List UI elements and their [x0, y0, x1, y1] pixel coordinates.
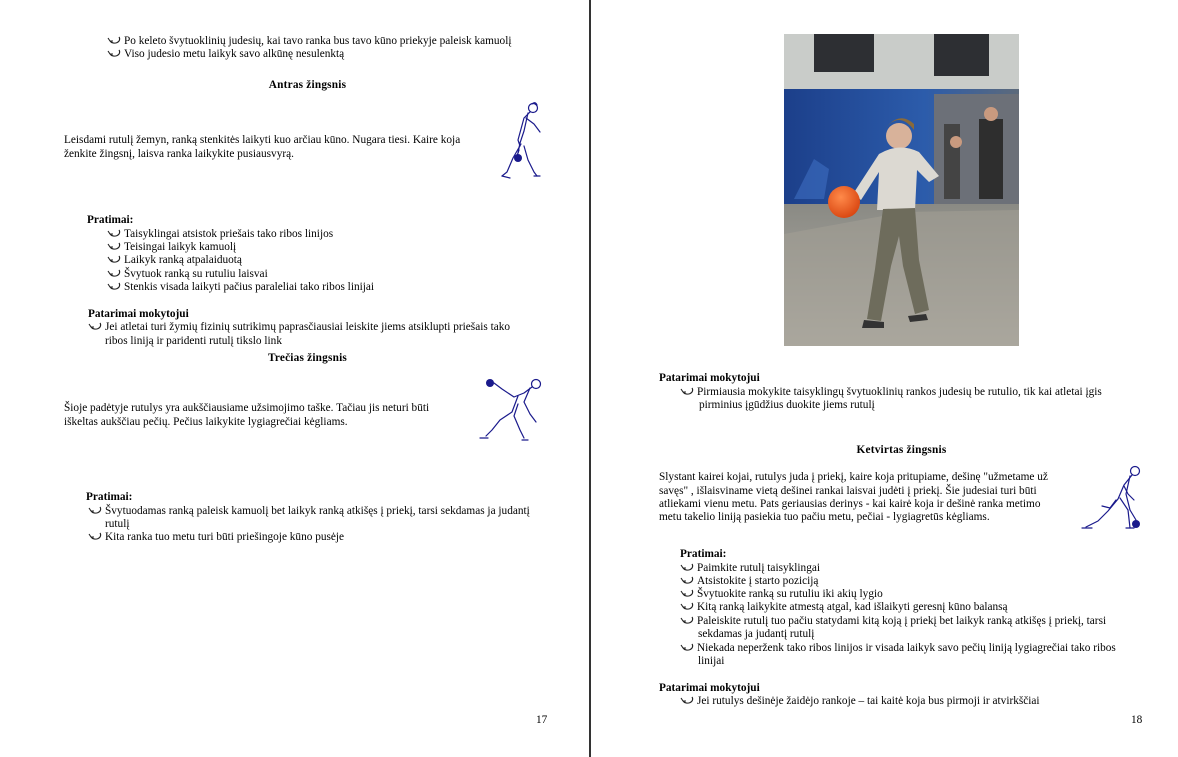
- list-item: Pirmiausia mokykite taisyklingų švytuoklinių rankos judesių be rutulio, tik kai atletai įgis: [680, 386, 1102, 399]
- advice-title: Patarimai mokytojui: [88, 308, 189, 320]
- list-item: Teisingai laikyk kamuolį: [107, 241, 236, 254]
- arrow-bullet-icon: [88, 505, 102, 515]
- paragraph-line: Leisdami rutulį žemyn, ranką stenkitės laikyti kuo arčiau kūno. Nugara tiesi. Kaire koja: [64, 134, 461, 146]
- paragraph-line: metu takelio liniją pasiekia tuo pačiu metu, pečiai - lygiagretūs kėgliams.: [659, 511, 990, 523]
- arrow-bullet-icon: [107, 254, 121, 264]
- list-item: Laikyk ranką atpalaiduotą: [107, 254, 242, 267]
- arrow-bullet-icon: [680, 386, 694, 396]
- advice-title: Patarimai mokytojui: [659, 372, 760, 384]
- list-item: Taisyklingai atsistok priešais tako ribos linijos: [107, 228, 333, 241]
- list-item: Atsistokite į starto poziciją: [680, 575, 818, 588]
- page-number: 18: [1131, 714, 1143, 726]
- right-page: [592, 0, 1178, 757]
- paragraph-line: atliekami vienu metu. Pats geriausias derinys - kai kairė koja ir dešinė ranka metimo: [659, 498, 1041, 510]
- arrow-bullet-icon: [680, 642, 694, 652]
- paragraph-line: ženkite žingsnį, laisva ranka laikykite pusiausvyrą.: [64, 148, 294, 160]
- section-heading: Trečias žingsnis: [267, 352, 348, 364]
- list-item: Kitą ranką laikykite atmestą atgal, kad išlaikyti geresnį kūno balansą: [680, 601, 1008, 614]
- list-item: Jei rutulys dešinėje žaidėjo rankoje – tai kaitė koja bus pirmoji ir atvirkščiai: [680, 695, 1040, 708]
- list-item: Švytuodamas ranką paleisk kamuolį bet laikyk ranką atkišęs į priekį, tarsi sekdamas ja judantį: [88, 505, 530, 518]
- list-item: Švytuok ranką su rutuliu laisvai: [107, 268, 268, 281]
- paragraph-line: Šioje padėtyje rutulys yra aukščiausiame užsimojimo taške. Tačiau jis neturi būti: [64, 402, 430, 414]
- list-item: Kita ranka tuo metu turi būti priešingoje kūno pusėje: [88, 531, 344, 544]
- paragraph-line: iškeltas aukščiau pečių. Pečius laikykite lygiagrečiai kėgliams.: [64, 416, 348, 428]
- exercises-title: Pratimai:: [87, 214, 134, 226]
- arrow-bullet-icon: [107, 228, 121, 238]
- list-item: Viso judesio metu laikyk savo alkūnę nesulenktą: [107, 48, 344, 61]
- list-item: Paleiskite rutulį tuo pačiu statydami kitą koją į priekį bet laikyk ranką atkišęs į priekį, tarsi: [680, 615, 1106, 628]
- arrow-bullet-icon: [107, 281, 121, 291]
- arrow-bullet-icon: [680, 562, 694, 572]
- advice-line: pirminius įgūdžius duokite jiems rutulį: [699, 399, 875, 411]
- arrow-bullet-icon: [680, 588, 694, 598]
- list-item: Paimkite rutulį taisyklingai: [680, 562, 820, 575]
- advice-line: ribos liniją ir paridenti rutulį tikslo link: [105, 335, 282, 347]
- bowling-photo: [784, 34, 1019, 346]
- paragraph-line: Slystant kairei kojai, rutulys juda į priekį, kaire koja pritupiame, dešinę "užmetame už: [659, 471, 1048, 483]
- list-item: Stenkis visada laikyti pačius paraleliai tako ribos linijai: [107, 281, 374, 294]
- section-heading: Ketvirtas žingsnis: [856, 444, 947, 456]
- arrow-bullet-icon: [680, 575, 694, 585]
- bowler-figure-step4: [1080, 462, 1146, 532]
- exercises-title: Pratimai:: [680, 548, 727, 560]
- arrow-bullet-icon: [680, 615, 694, 625]
- list-item: Jei atletai turi žymių fizinių sutrikimų paprasčiausiai leiskite jiems atsiklupti priešais tako: [88, 321, 510, 334]
- advice-title: Patarimai mokytojui: [659, 682, 760, 694]
- bowler-figure-step3: [478, 374, 548, 444]
- arrow-bullet-icon: [107, 35, 121, 45]
- arrow-bullet-icon: [680, 601, 694, 611]
- arrow-bullet-icon: [680, 695, 694, 705]
- bowler-figure-step2: [488, 100, 548, 182]
- list-item-continuation: linijai: [698, 655, 725, 667]
- arrow-bullet-icon: [107, 268, 121, 278]
- arrow-bullet-icon: [107, 48, 121, 58]
- list-item-continuation: rutulį: [105, 518, 130, 530]
- section-heading: Antras žingsnis: [268, 79, 347, 91]
- list-item: Švytuokite ranką su rutuliu iki akių lygio: [680, 588, 883, 601]
- list-item: Niekada neperženk tako ribos linijos ir visada laikyk savo pečių liniją lygiagrečiai tako ribos: [680, 642, 1116, 655]
- paragraph-line: savęs" , išlaisviname vietą dešinei rankai laisvai judėti į priekį. Šie judesiai turi būti: [659, 485, 1037, 497]
- exercises-title: Pratimai:: [86, 491, 133, 503]
- page-number: 17: [536, 714, 548, 726]
- arrow-bullet-icon: [107, 241, 121, 251]
- list-item: Po keleto švytuoklinių judesių, kai tavo ranka bus tavo kūno priekyje paleisk kamuolį: [107, 35, 511, 48]
- arrow-bullet-icon: [88, 531, 102, 541]
- list-item-continuation: sekdamas ja judantį rutulį: [698, 628, 815, 640]
- arrow-bullet-icon: [88, 321, 102, 331]
